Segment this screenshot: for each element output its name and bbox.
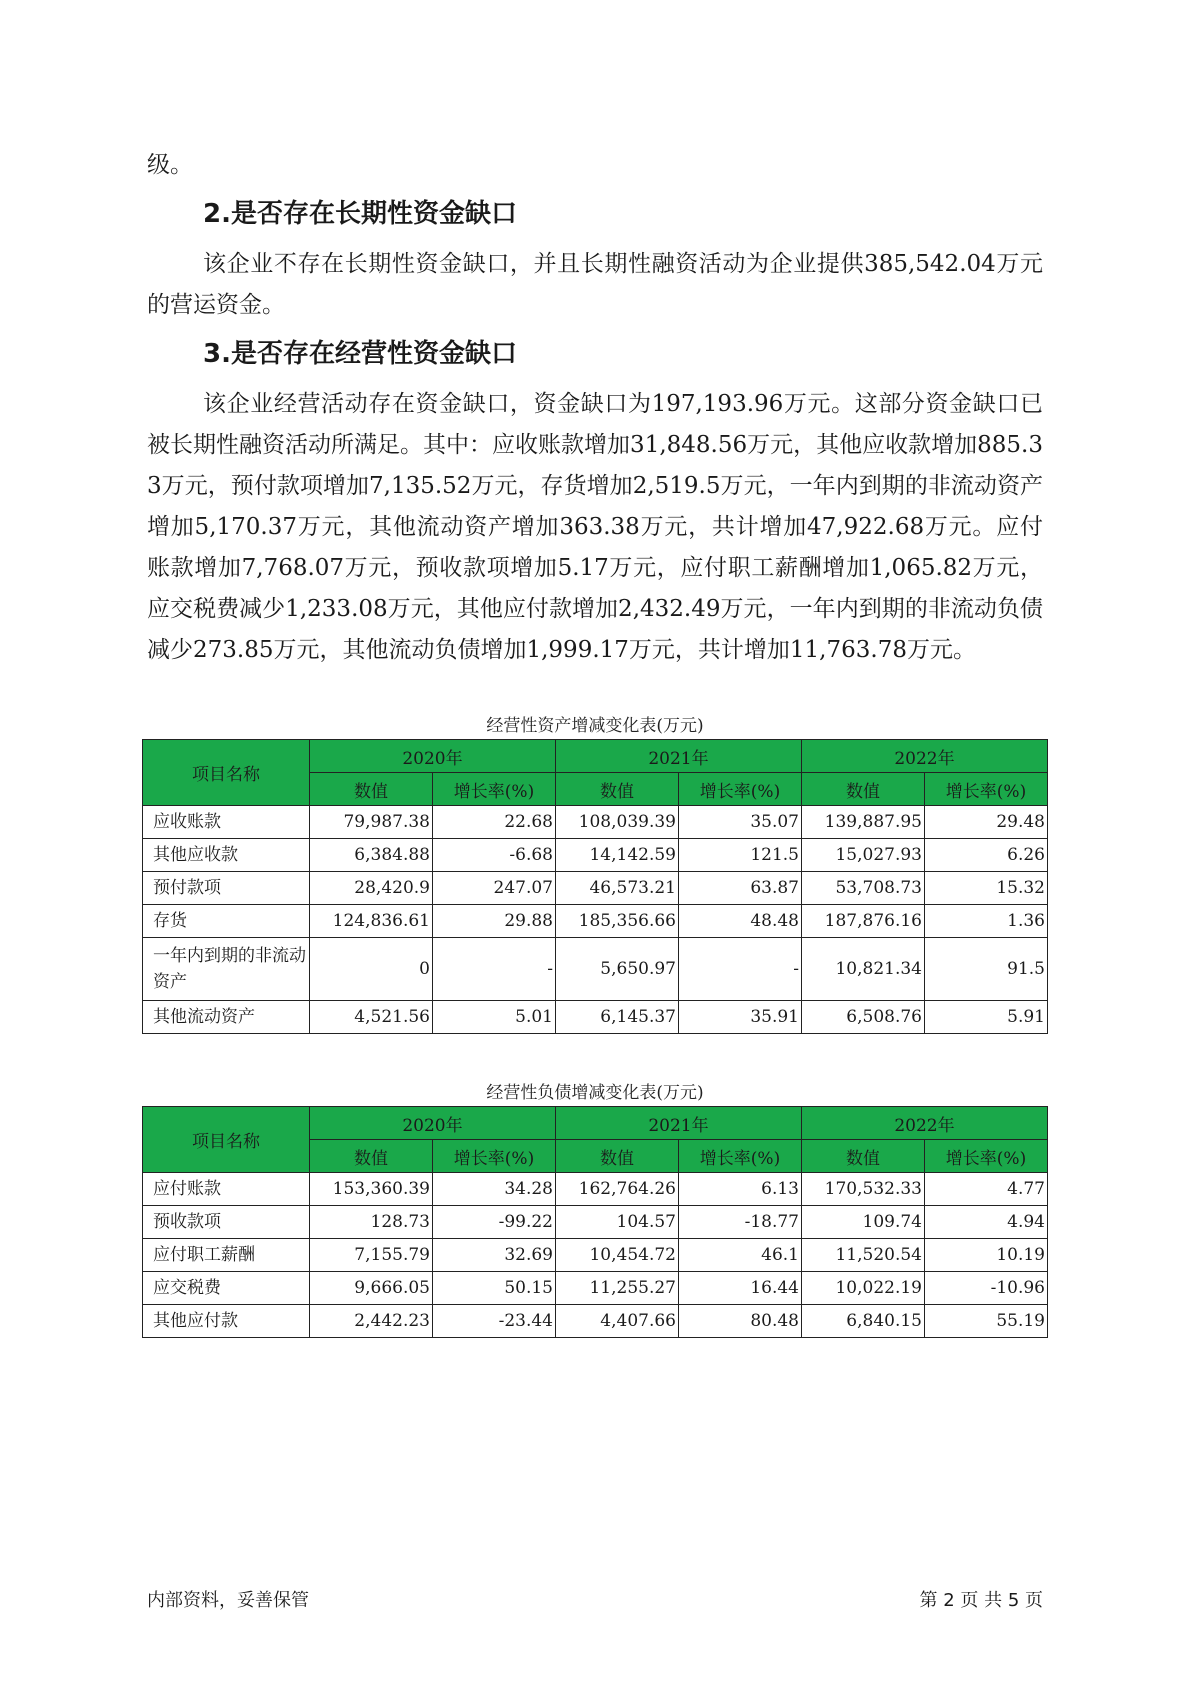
cell-value: 108,039.39 [556, 806, 679, 839]
cell-growth: 10.19 [925, 1239, 1048, 1272]
header-value: 数值 [556, 773, 679, 806]
cell-growth: 121.5 [679, 839, 802, 872]
cell-value: 79,987.38 [310, 806, 433, 839]
cell-value: 9,666.05 [310, 1272, 433, 1305]
cell-growth: - [679, 938, 802, 1001]
cell-value: 5,650.97 [556, 938, 679, 1001]
header-year: 2021年 [556, 740, 802, 773]
cell-value: 10,821.34 [802, 938, 925, 1001]
cell-value: 10,022.19 [802, 1272, 925, 1305]
cell-value: 162,764.26 [556, 1173, 679, 1206]
operating-liabilities-table [142, 1106, 1048, 1338]
cell-growth: 5.01 [433, 1001, 556, 1034]
cell-growth: 63.87 [679, 872, 802, 905]
cell-value: 4,521.56 [310, 1001, 433, 1034]
cell-value: 10,454.72 [556, 1239, 679, 1272]
cell-value: 124,836.61 [310, 905, 433, 938]
cell-growth: -18.77 [679, 1206, 802, 1239]
cell-growth: 5.91 [925, 1001, 1048, 1034]
header-value: 数值 [310, 773, 433, 806]
paragraph-long-term-gap: 该企业不存在长期性资金缺口，并且长期性融资活动为企业提供385,542.04万元的营运资金。 [147, 251, 1043, 318]
cell-value: 6,508.76 [802, 1001, 925, 1034]
cell-growth: - [433, 938, 556, 1001]
cell-growth: 29.48 [925, 806, 1048, 839]
cell-value: 170,532.33 [802, 1173, 925, 1206]
row-name: 应交税费 [143, 1272, 310, 1305]
header-growth: 增长率(%) [433, 1140, 556, 1173]
table-row [143, 806, 1048, 839]
table-row [143, 1173, 1048, 1206]
cell-value: 139,887.95 [802, 806, 925, 839]
cell-value: 109.74 [802, 1206, 925, 1239]
cell-value: 53,708.73 [802, 872, 925, 905]
cell-growth: 4.94 [925, 1206, 1048, 1239]
cell-growth: 91.5 [925, 938, 1048, 1001]
row-name: 其他应付款 [143, 1305, 310, 1338]
cell-growth: -23.44 [433, 1305, 556, 1338]
header-year: 2020年 [310, 1107, 556, 1140]
header-growth: 增长率(%) [925, 773, 1048, 806]
cell-growth: 32.69 [433, 1239, 556, 1272]
header-value: 数值 [310, 1140, 433, 1173]
cell-growth: 22.68 [433, 806, 556, 839]
header-growth: 增长率(%) [925, 1140, 1048, 1173]
table-row [143, 872, 1048, 905]
row-name: 应付职工薪酬 [143, 1239, 310, 1272]
row-name: 一年内到期的非流动资产 [143, 938, 310, 1001]
row-name: 其他流动资产 [143, 1001, 310, 1034]
cell-value: 11,255.27 [556, 1272, 679, 1305]
header-item-name: 项目名称 [143, 1107, 310, 1173]
section-heading-long-term-gap: 2.是否存在长期性资金缺口 [203, 199, 517, 229]
footer-confidential-note: 内部资料，妥善保管 [147, 1590, 309, 1611]
header-growth: 增长率(%) [679, 1140, 802, 1173]
row-name: 应收账款 [143, 806, 310, 839]
cell-growth: 6.13 [679, 1173, 802, 1206]
section-heading-operating-gap: 3.是否存在经营性资金缺口 [203, 339, 517, 369]
cell-value: 2,442.23 [310, 1305, 433, 1338]
cell-growth: 50.15 [433, 1272, 556, 1305]
header-growth: 增长率(%) [433, 773, 556, 806]
cell-value: 46,573.21 [556, 872, 679, 905]
operating-assets-table [142, 739, 1048, 1034]
paragraph-operating-gap: 该企业经营活动存在资金缺口，资金缺口为197,193.96万元。这部分资金缺口已被长期性融资活动所满足。其中：应收账款增加31,848.56万元，其他应收款增加885.33万元，预付款项增加7,135.52万元，存货增加2,519.5万元，一年内到期的非流动资产增加5,170.37万元，其他流动资产增加363.38万元，共计增加47,922.68万元。应付账款增加7,768.07万元，预收款项增加5.17万元，应付职工薪酬增加1,065.82万元，应交税费减少1,233.08万元，其他应付款增加2,432.49万元，一年内到期的非流动负债减少273.85万元，其他流动负债增加1,999.17万元，共计增加11,763.78万元。 [147, 391, 1043, 663]
cell-growth: 29.88 [433, 905, 556, 938]
table-row [143, 905, 1048, 938]
cell-growth: -6.68 [433, 839, 556, 872]
cell-growth: 247.07 [433, 872, 556, 905]
table-row [143, 1272, 1048, 1305]
table-row [143, 1305, 1048, 1338]
cell-value: 11,520.54 [802, 1239, 925, 1272]
row-name: 应付账款 [143, 1173, 310, 1206]
cell-growth: 35.91 [679, 1001, 802, 1034]
row-name: 预收款项 [143, 1206, 310, 1239]
table-title-liabilities: 经营性负债增减变化表(万元) [486, 1083, 704, 1103]
cell-value: 128.73 [310, 1206, 433, 1239]
cell-growth: 34.28 [433, 1173, 556, 1206]
cell-value: 0 [310, 938, 433, 1001]
header-year: 2020年 [310, 740, 556, 773]
cell-value: 7,155.79 [310, 1239, 433, 1272]
cell-growth: 6.26 [925, 839, 1048, 872]
cell-value: 6,840.15 [802, 1305, 925, 1338]
cell-value: 187,876.16 [802, 905, 925, 938]
cell-growth: -99.22 [433, 1206, 556, 1239]
table-row [143, 839, 1048, 872]
header-value: 数值 [802, 773, 925, 806]
cell-growth: 1.36 [925, 905, 1048, 938]
cell-growth: -10.96 [925, 1272, 1048, 1305]
cell-growth: 15.32 [925, 872, 1048, 905]
table-row [143, 1001, 1048, 1034]
table-title-assets: 经营性资产增减变化表(万元) [486, 716, 704, 736]
cell-value: 185,356.66 [556, 905, 679, 938]
header-growth: 增长率(%) [679, 773, 802, 806]
cell-growth: 80.48 [679, 1305, 802, 1338]
table-row [143, 938, 1048, 1001]
cell-growth: 4.77 [925, 1173, 1048, 1206]
page-content [147, 145, 1043, 1338]
cell-growth: 48.48 [679, 905, 802, 938]
header-item-name: 项目名称 [143, 740, 310, 806]
cell-value: 4,407.66 [556, 1305, 679, 1338]
paragraph-continuation: 级。 [147, 152, 193, 178]
cell-value: 6,384.88 [310, 839, 433, 872]
cell-value: 28,420.9 [310, 872, 433, 905]
row-name: 存货 [143, 905, 310, 938]
cell-growth: 35.07 [679, 806, 802, 839]
cell-value: 153,360.39 [310, 1173, 433, 1206]
cell-growth: 16.44 [679, 1272, 802, 1305]
table-row [143, 1239, 1048, 1272]
footer-page-number: 第 2 页 共 5 页 [919, 1590, 1043, 1611]
header-year: 2022年 [802, 1107, 1048, 1140]
cell-value: 104.57 [556, 1206, 679, 1239]
cell-growth: 46.1 [679, 1239, 802, 1272]
header-value: 数值 [802, 1140, 925, 1173]
row-name: 其他应收款 [143, 839, 310, 872]
cell-value: 15,027.93 [802, 839, 925, 872]
cell-growth: 55.19 [925, 1305, 1048, 1338]
cell-value: 6,145.37 [556, 1001, 679, 1034]
cell-value: 14,142.59 [556, 839, 679, 872]
table-row [143, 1206, 1048, 1239]
header-year: 2021年 [556, 1107, 802, 1140]
header-value: 数值 [556, 1140, 679, 1173]
row-name: 预付款项 [143, 872, 310, 905]
header-year: 2022年 [802, 740, 1048, 773]
